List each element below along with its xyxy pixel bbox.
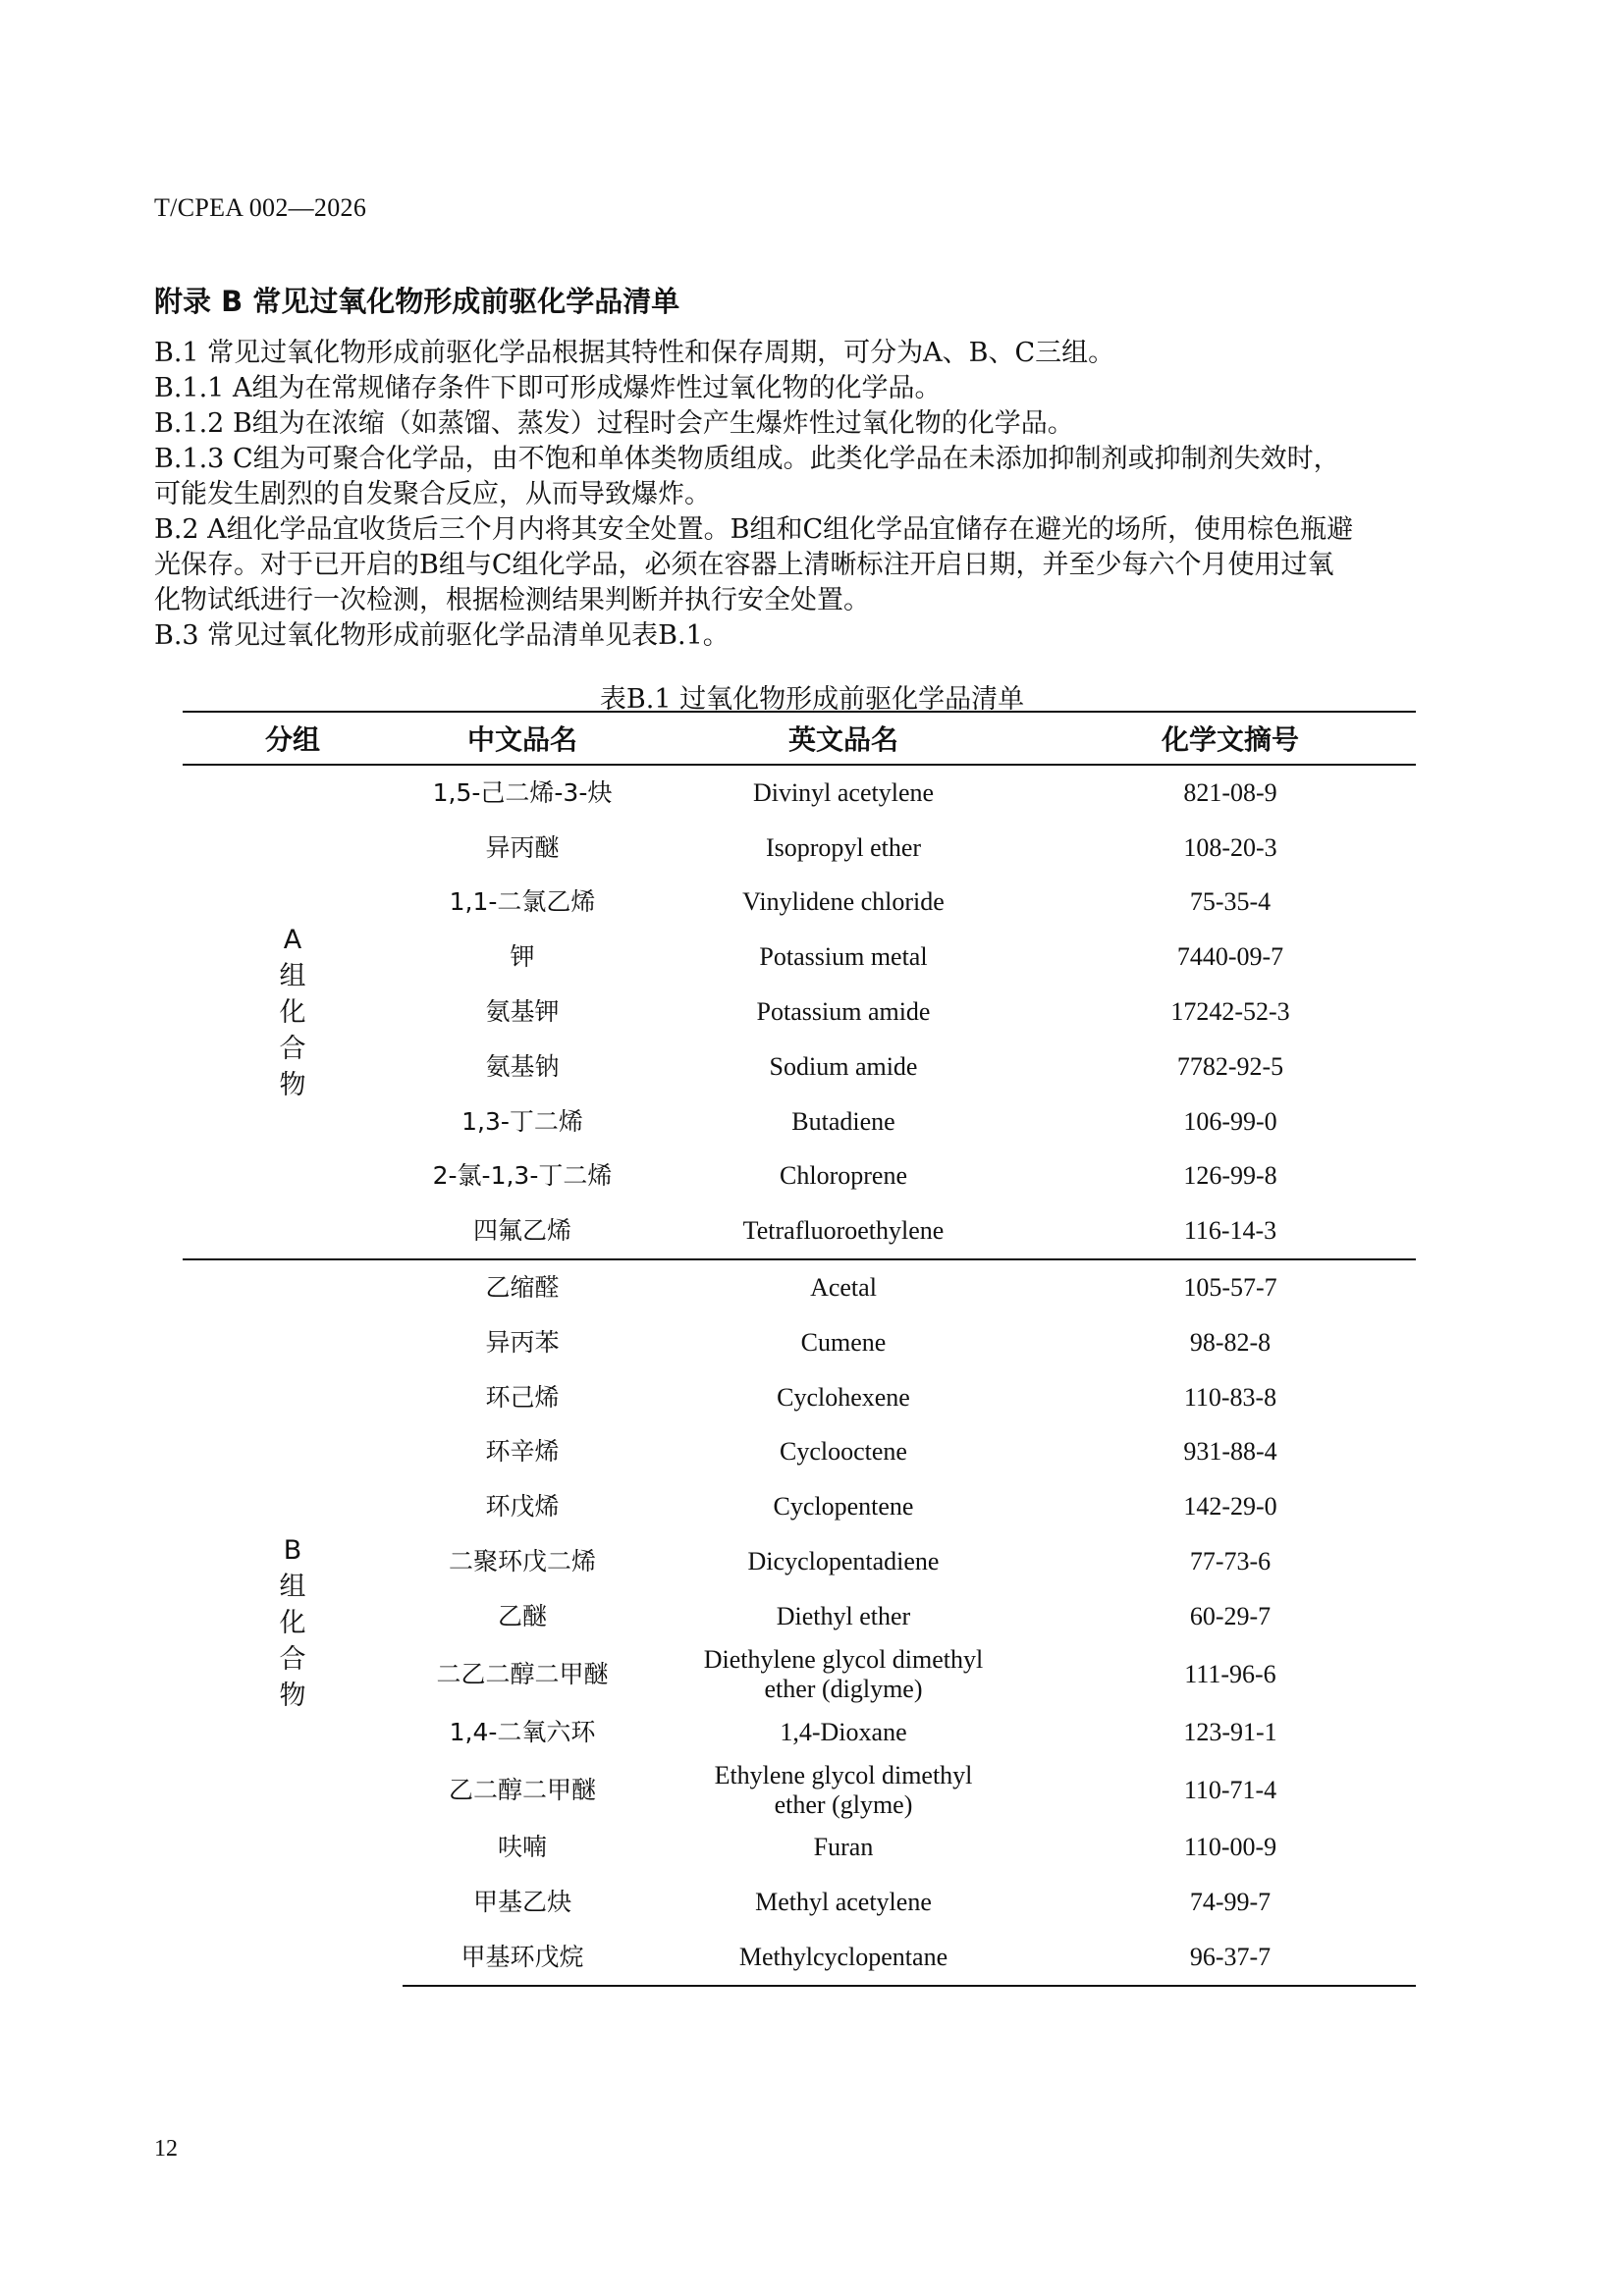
cell-chinese-name: 2-氯-1,3-丁二烯 [432, 1161, 613, 1191]
cell-english-name: 1,4-Dioxane [780, 1717, 907, 1746]
group-label-char: 组 [279, 960, 306, 991]
cell-english-name [642, 1644, 1045, 1705]
paragraph-line: B.1.3 C组为可聚合化学品，由不饱和单体类物质组成。此类化学品在未添加抑制剂或抑制剂失效时， [154, 444, 1340, 474]
cell-english-name: Methylcyclopentane [642, 1930, 1045, 1986]
cell-english-name: Potassium metal [759, 942, 928, 972]
table-header-row [183, 712, 1416, 765]
cell-english-name: Acetal [642, 1259, 1045, 1315]
cell-cas-number: 7440-09-7 [1176, 942, 1284, 972]
cell-chinese-name: 二聚环戊二烯 [448, 1547, 596, 1576]
group-label-char: 组 [279, 1572, 306, 1603]
cell-chinese-name: 甲基环戊烷 [403, 1930, 642, 1986]
cell-english-name: Sodium amide [769, 1051, 918, 1081]
header-cas-number: 化学文摘号 [1045, 712, 1416, 765]
group-b-body [183, 1259, 1416, 1986]
cell-english-name: Potassium amide [756, 997, 931, 1027]
cell-cas-number: 60-29-7 [1189, 1601, 1272, 1630]
chemical-table-container [183, 711, 1416, 1987]
cell-english-name: Diethyl ether [776, 1601, 911, 1630]
paragraph-line: 化物试纸进行一次检测，根据检测结果判断并执行安全处置。 [154, 585, 870, 615]
cell-english-name: Chloroprene [780, 1161, 907, 1191]
cell-chinese-name: 甲基乙炔 [472, 1888, 571, 1917]
cell-cas-number: 110-00-9 [1183, 1833, 1277, 1862]
cell-cas-number: 126-99-8 [1183, 1161, 1277, 1191]
cell-cas-number: 7782-92-5 [1176, 1051, 1284, 1081]
cell-cas-number: 98-82-8 [1189, 1327, 1272, 1357]
english-name-line: ether (diglyme) [764, 1674, 923, 1703]
group-label-char: B [283, 1535, 302, 1567]
cell-cas-number: 110-83-8 [1183, 1382, 1277, 1412]
cell-chinese-name: 1,1-二氯乙烯 [449, 887, 596, 917]
paragraph-line: 光保存。对于已开启的B组与C组化学品，必须在容器上清晰标注开启日期，并至少每六个月使用过氧 [154, 550, 1334, 580]
paragraph-line: B.1 常见过氧化物形成前驱化学品根据其特性和保存周期，可分为A、B、C三组。 [154, 338, 1115, 368]
cell-chinese-name: 1,3-丁二烯 [461, 1106, 583, 1136]
group-label-char: A [283, 924, 302, 955]
cell-chinese-name: 1,5-己二烯-3-炔 [432, 777, 613, 807]
paragraph-line: B.2 A组化学品宜收货后三个月内将其安全处置。B组和C组化学品宜储存在避光的场所，使用棕色瓶避 [154, 514, 1354, 545]
group-label-char: 物 [279, 1069, 306, 1100]
cell-cas-number: 110-71-4 [1183, 1775, 1277, 1804]
group-label-char: 合 [279, 1644, 306, 1676]
appendix-title: 附录 B 常见过氧化物形成前驱化学品清单 [154, 285, 680, 318]
english-name-line: Ethylene glycol dimethyl [714, 1760, 973, 1789]
cell-chinese-name: 乙缩醛 [403, 1259, 642, 1315]
cell-cas-number: 75-35-4 [1189, 887, 1272, 917]
paragraph-line: B.3 常见过氧化物形成前驱化学品清单见表B.1。 [154, 620, 730, 651]
cell-chinese-name: 钾 [510, 942, 535, 972]
cell-cas-number: 77-73-6 [1189, 1547, 1272, 1576]
cell-chinese-name: 异丙醚 [485, 832, 560, 862]
english-name-line: Diethylene glycol dimethyl [703, 1644, 984, 1674]
table-row [183, 765, 1416, 821]
cell-cas-number: 105-57-7 [1045, 1259, 1416, 1315]
cell-cas-number: 116-14-3 [1183, 1216, 1277, 1246]
body-text [154, 336, 1431, 654]
cell-chinese-name: 氨基钾 [485, 997, 560, 1027]
cell-chinese-name: 环己烯 [485, 1382, 560, 1412]
cell-cas-number: 142-29-0 [1183, 1492, 1277, 1522]
cell-chinese-name: 1,4-二氧六环 [449, 1717, 596, 1746]
cell-english-name: Cyclooctene [780, 1437, 907, 1467]
group-label [183, 765, 403, 1259]
cell-english-name: Methyl acetylene [755, 1888, 932, 1917]
cell-cas-number: 96-37-7 [1045, 1930, 1416, 1986]
header-chinese-name: 中文品名 [403, 712, 642, 765]
group-label-char: 合 [279, 1033, 306, 1064]
cell-english-name: Butadiene [791, 1106, 895, 1136]
cell-english-name: Isopropyl ether [765, 832, 922, 862]
cell-english-name [642, 1760, 1045, 1821]
header-group: 分组 [183, 712, 403, 765]
cell-chinese-name: 环辛烯 [485, 1437, 560, 1467]
cell-cas-number: 108-20-3 [1183, 832, 1277, 862]
header-english-name: 英文品名 [642, 712, 1045, 765]
cell-cas-number: 123-91-1 [1183, 1717, 1277, 1746]
cell-english-name: Cyclopentene [773, 1492, 914, 1522]
group-label-char: 化 [279, 1608, 306, 1639]
document-code: T/CPEA 002—2026 [154, 193, 367, 222]
cell-cas-number: 74-99-7 [1189, 1888, 1272, 1917]
paragraph-line: B.1.1 A组为在常规储存条件下即可形成爆炸性过氧化物的化学品。 [154, 373, 942, 403]
page-number: 12 [154, 2136, 178, 2162]
cell-chinese-name: 二乙二醇二甲醚 [436, 1659, 609, 1688]
cell-chinese-name: 异丙苯 [485, 1327, 560, 1357]
chemical-table [183, 711, 1416, 1987]
cell-english-name: Furan [813, 1833, 874, 1862]
paragraph-line: B.1.2 B组为在浓缩（如蒸馏、蒸发）过程时会产生爆炸性过氧化物的化学品。 [154, 408, 1074, 439]
paragraph-line: 可能发生剧烈的自发聚合反应，从而导致爆炸。 [154, 479, 711, 509]
cell-cas-number: 106-99-0 [1183, 1106, 1277, 1136]
cell-chinese-name: 氨基钠 [485, 1051, 560, 1081]
cell-chinese-name: 呋喃 [497, 1833, 547, 1862]
cell-chinese-name: 环戊烯 [485, 1492, 560, 1522]
cell-english-name: Cyclohexene [777, 1382, 910, 1412]
cell-cas-number: 111-96-6 [1184, 1659, 1276, 1688]
english-name-line: ether (glyme) [774, 1789, 913, 1819]
group-label-char: 物 [279, 1681, 306, 1712]
cell-english-name: Dicyclopentadiene [747, 1547, 940, 1576]
cell-chinese-name: 四氟乙烯 [472, 1216, 571, 1246]
cell-cas-number: 17242-52-3 [1170, 997, 1290, 1027]
table-row [183, 1259, 1416, 1315]
cell-chinese-name: 乙二醇二甲醚 [448, 1775, 596, 1804]
cell-english-name: Cumene [800, 1327, 887, 1357]
group-a-body [183, 765, 1416, 1259]
group-label-char: 化 [279, 996, 306, 1028]
table-caption: 表B.1 过氧化物形成前驱化学品清单 [599, 684, 1025, 715]
cell-chinese-name: 乙醚 [497, 1601, 547, 1630]
cell-cas-number: 931-88-4 [1183, 1437, 1277, 1467]
cell-english-name: Vinylidene chloride [742, 887, 945, 917]
cell-english-name: Divinyl acetylene [752, 777, 935, 807]
group-label [183, 1259, 403, 1986]
cell-english-name: Tetrafluoroethylene [742, 1216, 945, 1246]
cell-cas-number: 821-08-9 [1183, 777, 1277, 807]
